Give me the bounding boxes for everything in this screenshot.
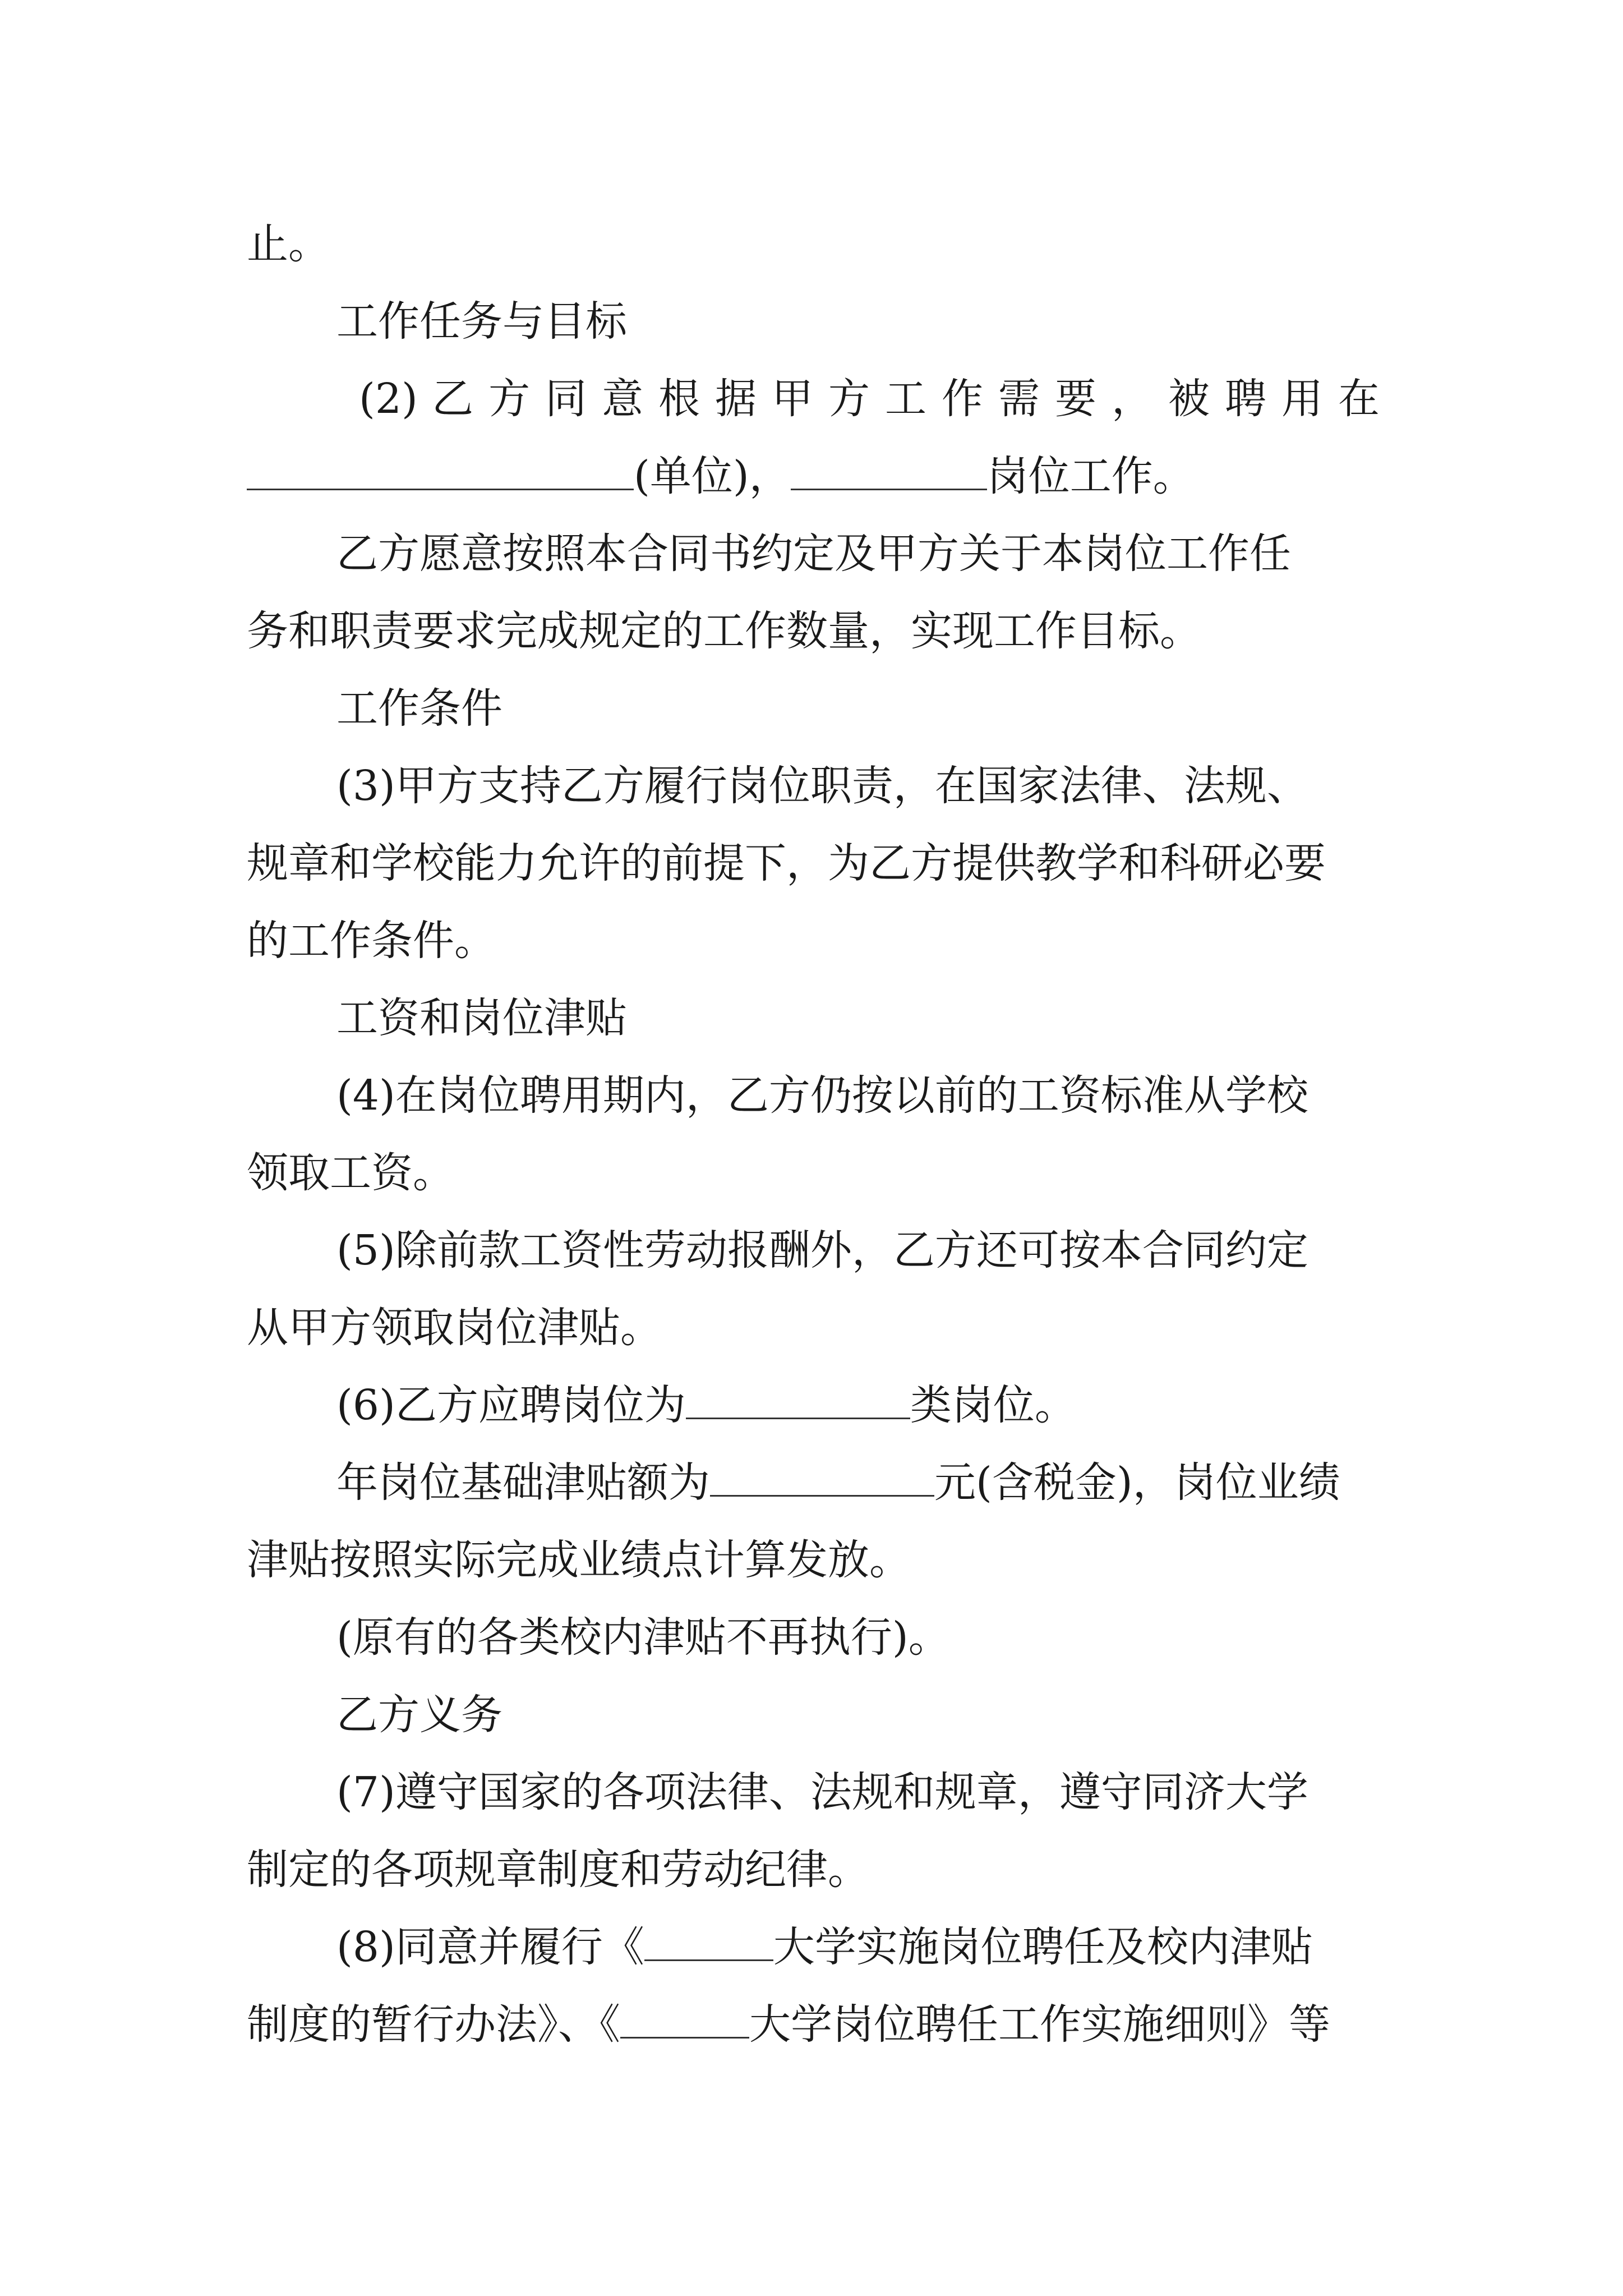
unit-blank[interactable] (247, 454, 634, 490)
post-type-suffix: 类岗位。 (910, 1381, 1076, 1429)
clause-8b-prefix: 制度的暂行办法》、《 (247, 2000, 620, 2049)
post-blank[interactable] (791, 454, 987, 490)
clause-2b-line-1: 乙方愿意按照本合同书约定及甲方关于本岗位工作任 (336, 530, 1291, 578)
clause-8-line-2 (247, 1994, 1380, 2055)
allowance-amount-blank[interactable] (710, 1460, 934, 1497)
section-heading-conditions: 工作条件 (336, 684, 502, 733)
section-heading-tasks: 工作任务与目标 (336, 297, 627, 346)
clause-2b-line-2: 务和职责要求完成规定的工作数量，实现工作目标。 (247, 607, 1201, 655)
clause-8-prefix: (8)同意并履行《 (336, 1923, 644, 1971)
clause-6b-line-2: 津贴按照实际完成业绩点计算发放。 (247, 1536, 911, 1584)
clause-5-line-1: (5)除前款工资性劳动报酬外，乙方还可按本合同约定 (336, 1226, 1308, 1274)
post-label: 岗位工作。 (986, 452, 1195, 500)
clause-6c: (原有的各类校内津贴不再执行)。 (336, 1613, 950, 1662)
clause-8b-suffix: 大学岗位聘任工作实施细则》等 (749, 2000, 1330, 2049)
section-heading-wages: 工资和岗位津贴 (336, 994, 627, 1042)
clause-6-line-1 (336, 1374, 1380, 1436)
clause-6b-line-1 (336, 1452, 1380, 1513)
clause-3-line-1: (3)甲方支持乙方履行岗位职责，在国家法律、法规、 (336, 762, 1308, 810)
allowance-prefix: 年岗位基础津贴额为 (336, 1458, 710, 1507)
university-name-blank-1[interactable] (644, 1925, 773, 1961)
unit-label: (单位)， (634, 452, 791, 500)
clause-2-line-1: (2) 乙 方 同 意 根 据 甲 方 工 作 需 要 ， 被 聘 用 在 (359, 375, 1380, 423)
post-type-prefix: (6)乙方应聘岗位为 (336, 1381, 686, 1429)
clause-2-line-2 (247, 445, 1380, 507)
clause-4-line-1: (4)在岗位聘用期内，乙方仍按以前的工资标准从学校 (336, 1071, 1308, 1120)
university-name-blank-2[interactable] (620, 2002, 749, 2039)
clause-4-line-2: 领取工资。 (247, 1149, 454, 1197)
text-line-end-previous: 止。 (247, 220, 330, 268)
allowance-suffix: 元(含税金)，岗位业绩 (934, 1458, 1340, 1507)
clause-3-line-2: 规章和学校能力允许的前提下，为乙方提供教学和科研必要 (247, 839, 1326, 887)
clause-8-line-1 (336, 1916, 1380, 1978)
clause-5-line-2: 从甲方领取岗位津贴。 (247, 1304, 662, 1352)
clause-7-line-2: 制定的各项规章制度和劳动纪律。 (247, 1846, 869, 1894)
clause-7-line-1: (7)遵守国家的各项法律、法规和规章，遵守同济大学 (336, 1768, 1308, 1816)
clause-8-suffix: 大学实施岗位聘任及校内津贴 (773, 1923, 1313, 1971)
section-heading-duties: 乙方义务 (336, 1691, 502, 1739)
clause-3-line-3: 的工作条件。 (247, 917, 496, 965)
post-type-blank[interactable] (686, 1383, 910, 1419)
